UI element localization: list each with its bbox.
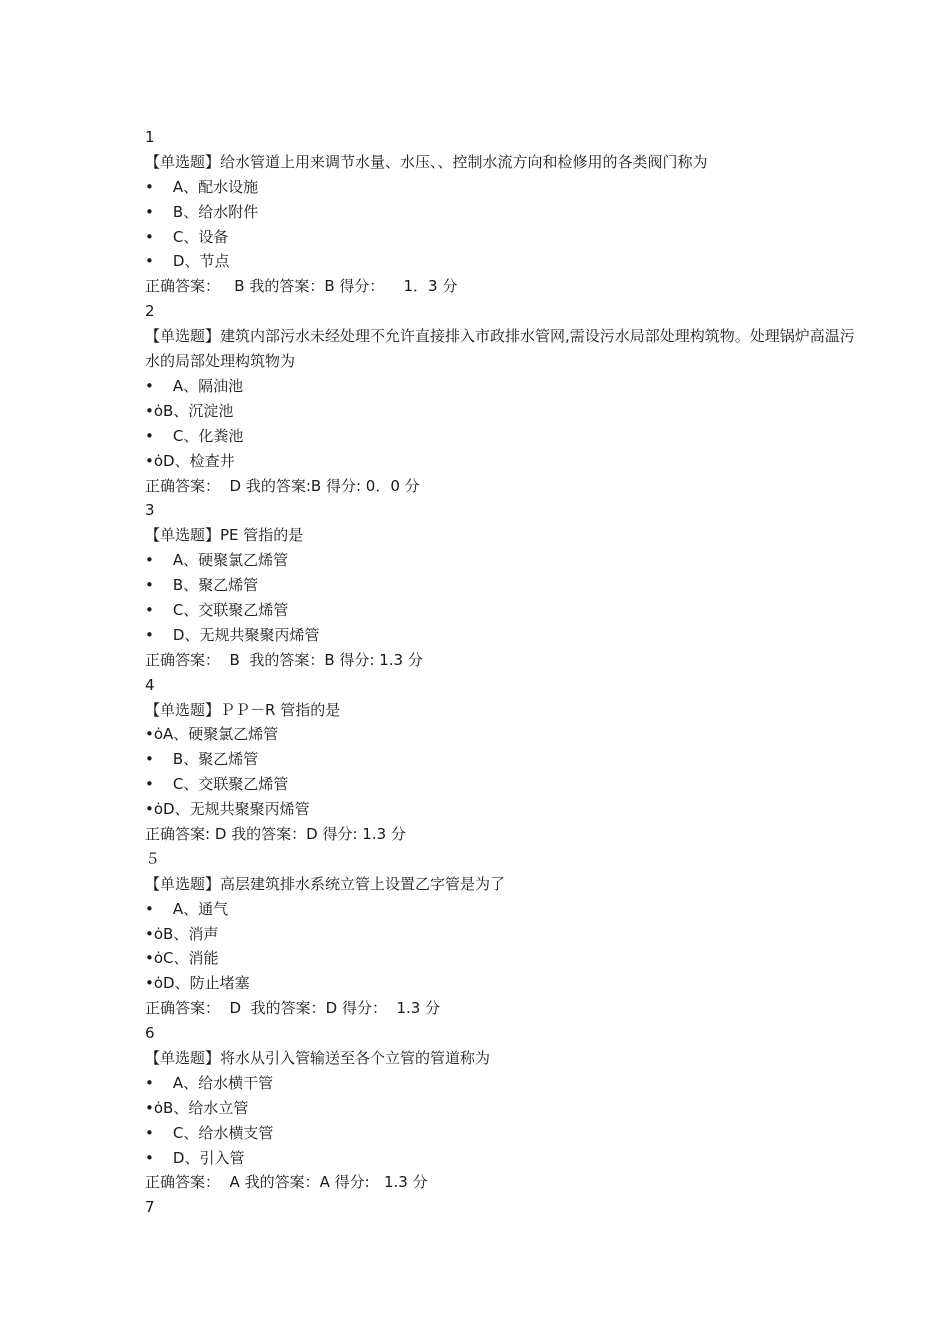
option-item: • B、聚乙烯管 [145,750,259,769]
option-item: • A、隔油池 [145,376,244,395]
option-item: • C、给水横支管 [145,1123,274,1142]
question-number: ５ [145,849,161,868]
option-item: •ȯD、防止堵塞 [145,974,250,993]
question-stem: 【单选题】给水管道上用来调节水量、水压、、控制水流方向和检修用的各类阀门称为 [145,152,708,171]
answer-line: 正确答案： D 我的答案：D 得分： 1.3 分 [145,999,441,1018]
document-page [145,125,865,1220]
question-number: 6 [145,1024,155,1043]
option-item: • D、引入管 [145,1148,245,1167]
answer-line: 正确答案: D 我的答案：D 得分: 1.3 分 [145,824,406,843]
question-block [145,299,865,498]
question-number: 3 [145,501,155,520]
question-block [145,673,865,847]
option-item: •ȯD、检查井 [145,451,235,470]
option-item: • B、给水附件 [145,202,259,221]
question-number: 4 [145,675,155,694]
option-item: • C、交联聚乙烯管 [145,600,289,619]
option-item: • C、交联聚乙烯管 [145,775,289,794]
question-stem: 【单选题】建筑内部污水未经处理不允许直接排入市政排水管网,需设污水局部处理构筑物。处理锅炉高温污水的局部处理构筑物为 [145,327,855,371]
option-item: •ȯB、消声 [145,924,219,943]
question-block [145,498,865,672]
question-stem: 【单选题】将水从引入管输送至各个立管的管道称为 [145,1048,491,1067]
option-item: • C、设备 [145,227,229,246]
question-number: 1 [145,128,155,146]
option-item: • A、给水横干管 [145,1073,274,1092]
option-item: • D、无规共聚聚丙烯管 [145,625,320,644]
option-item: •ȯB、沉淀池 [145,401,234,420]
option-item: • A、配水设施 [145,177,259,196]
question-stem: 【单选题】高层建筑排水系统立管上设置乙字管是为了 [145,874,506,893]
option-item: •ȯA、硬聚氯乙烯管 [145,725,279,744]
option-item: •ȯB、给水立管 [145,1098,249,1117]
question-block [145,125,865,299]
option-item: • A、通气 [145,899,229,918]
question-block [145,1021,865,1195]
option-item: • B、聚乙烯管 [145,576,259,595]
answer-line: 正确答案： D 我的答案:B 得分: 0．0 分 [145,476,420,495]
answer-line: 正确答案： A 我的答案：A 得分: 1.3 分 [145,1173,428,1192]
question-number: 7 [145,1198,155,1217]
option-item: • C、化粪池 [145,426,244,445]
question-stem: 【单选题】ＰＰ－R 管指的是 [145,700,341,719]
question-block [145,847,865,1021]
option-item: •ȯD、无规共聚聚丙烯管 [145,800,310,819]
option-item: • D、节点 [145,252,230,271]
answer-line: 正确答案： B 我的答案：B 得分: 1.3 分 [145,650,423,669]
answer-line: 正确答案： B 我的答案：B 得分： 1．3 分 [145,277,458,296]
question-number: 2 [145,302,155,321]
option-item: •ȯC、消能 [145,949,219,968]
question-stem: 【单选题】PE 管指的是 [145,526,304,545]
option-item: • A、硬聚氯乙烯管 [145,551,289,570]
